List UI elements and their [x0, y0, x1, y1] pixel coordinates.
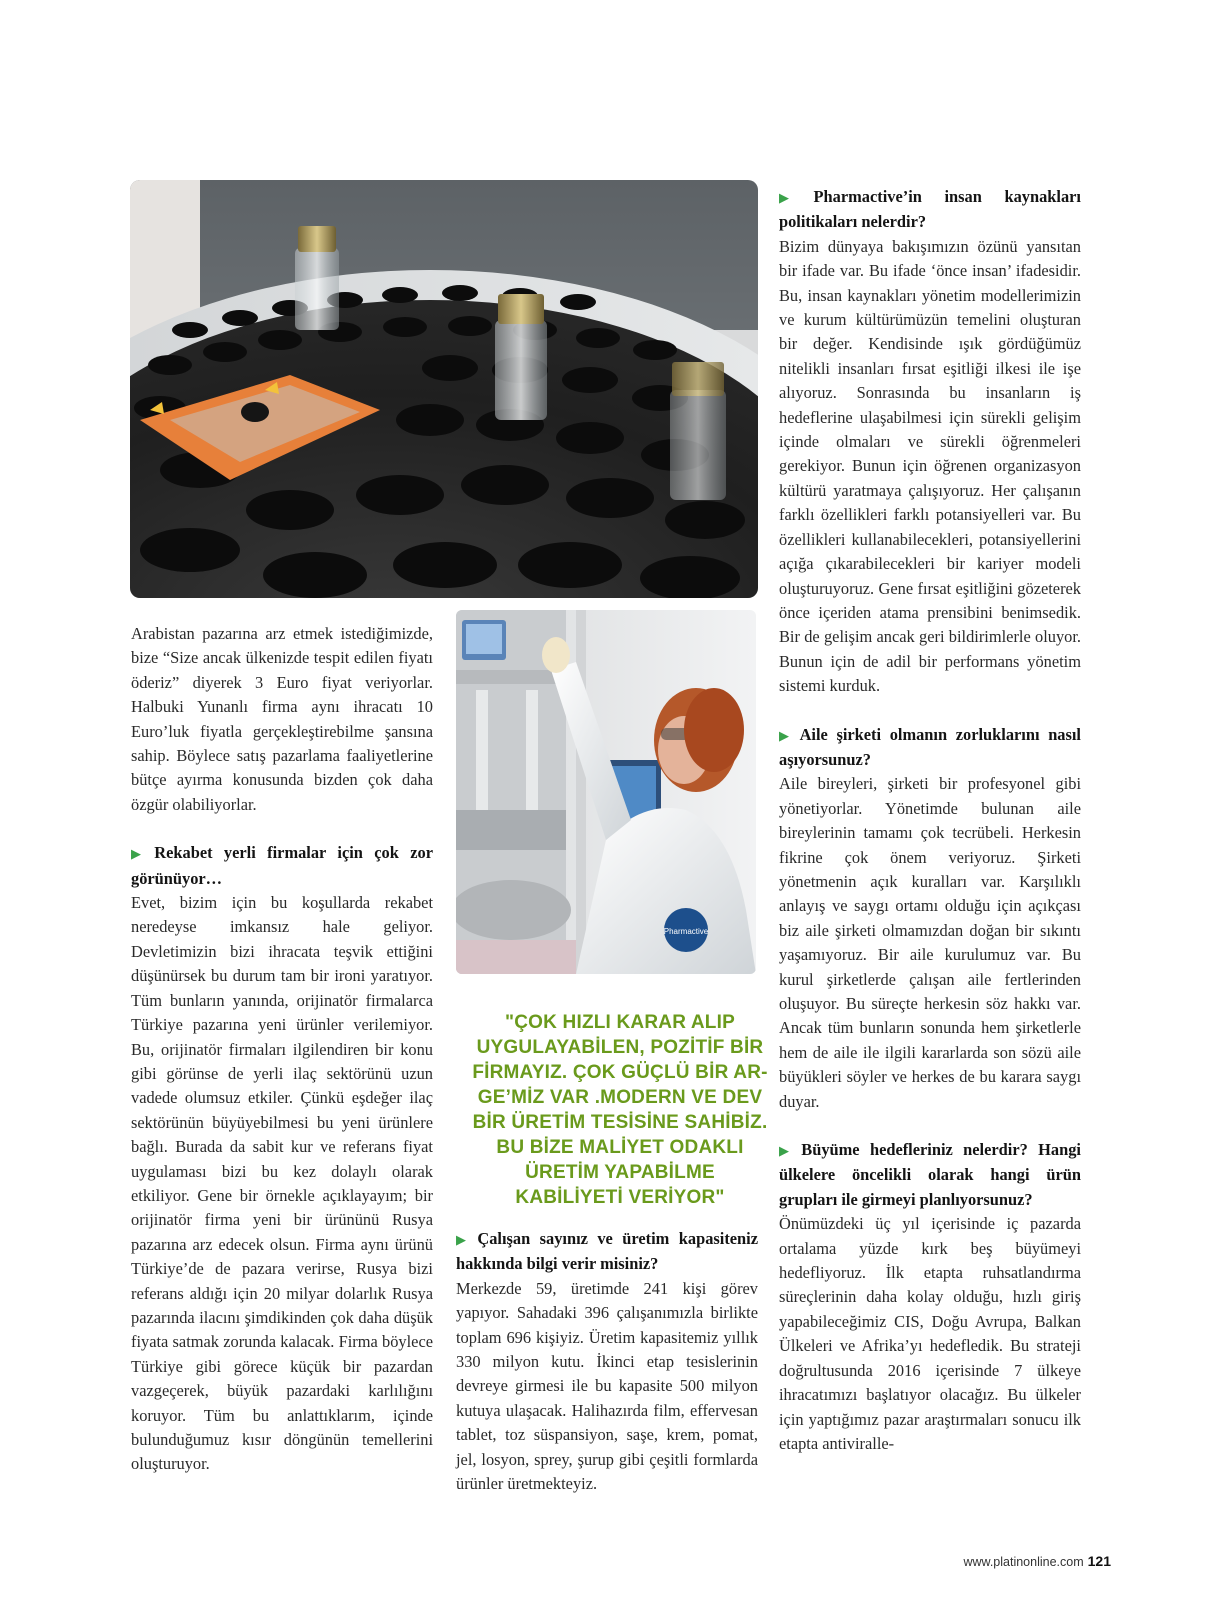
pull-quote: "ÇOK HIZLI KARAR ALIP UYGULAYABİLEN, POZİTİF BİR FİRMAYIZ. ÇOK GÜÇLÜ BİR AR-GE’MİZ VAR .MODERN VE DEV BİR ÜRETİM TESİSİNE SAHİBİZ. BU BİZE MALİYET ODAKLI ÜRETİM YAPABİLME KABİLİYETİ VERİYOR"	[472, 1012, 768, 1208]
question-competition-text: Rekabet yerli firmalar için çok zor görünüyor…	[131, 843, 433, 888]
arrow-icon: ▶	[779, 727, 794, 743]
question-growth-text: Büyüme hedefleriniz nelerdir? Hangi ülkelere öncelikli olarak hangi ürün grupları ile girmeyi planlıyorsunuz?	[779, 1140, 1081, 1209]
column-right	[779, 185, 1081, 1456]
page-footer	[963, 1553, 1111, 1569]
arrow-icon: ▶	[779, 1143, 796, 1159]
scientist-illustration	[456, 610, 756, 974]
answer-competition: Evet, bizim için bu koşullarda rekabet neredeyse imkansız hale geliyor. Devletimizin bizi ihracata teşvik ettiğini düşünürsek bu durum tam bir ironi yaratıyor. Tüm bunların yanında, orijinatör firmalarca Türkiye pazarına yeni ürünler verilemiyor. Bu, orijinatör firmaları ilgilendiren bir konu gibi görünse de yerli ilaç sektörünü uzun vadede olumsuz etkiler. Çünkü eşdeğer ilaç sektörünün büyüyebilmesi bu yeni ürünlere bağlı. Burada da sabit kur ve referans fiyat uygulaması bizi bu kez dolaylı olarak etkiliyor. Gene bir örnekle açıklayayım; bir orijinatör firma yeni bir ürününü Rusya pazarına arz edecek olsun. Firma aynı ürünü Türkiye’de de pazara verirse, Rusya bizi referans aldığı için 20 milyar dolarlık Rusya pazarında ilacını şimdikinden çok daha düşük fiyata satmak zorunda kalacak. Firma böylece Türkiye gibi görece küçük bir pazardan vazgeçerek, büyük pazardaki karlılığını koruyor. Tüm bu anlattıklarım, içinde bulunduğumuz kısır döngünün temellerini oluşturuyor.	[131, 893, 433, 1474]
question-employees	[456, 1227, 758, 1277]
intro-paragraph: Arabistan pazarına arz etmek istediğimizde, bize “Size ancak ülkenizde tespit edilen fiyatı öderiz” diyerek 3 Euro fiyat veriyorlar. Halbuki Yunanlı firma aynı ihracatı 10 Euro’luk fiyatla gerçekleştirebilme şansına sahip. Böylece satış pazarlama faaliyetlerine bütçe ayırma konusunda bizden çok daha özgür olabiliyorlar.	[131, 624, 433, 814]
arrow-icon: ▶	[131, 846, 149, 862]
question-family	[779, 723, 1081, 773]
column-left	[131, 622, 433, 1477]
coat-logo-text: Pharmactive	[663, 927, 709, 936]
scientist-photo	[456, 610, 756, 974]
arrow-icon: ▶	[779, 190, 808, 205]
page-number: 121	[1087, 1553, 1111, 1569]
answer-employees: Merkezde 59, üretimde 241 kişi görev yapıyor. Sahadaki 396 çalışanımızla birlikte toplam 696 kişiyiz. Üretim kapasitemiz yıllık 330 milyon kutu. İkinci etap tesislerinin devreye girmesi ile bu kapasite 500 milyon kutuya ulaşacak. Halihazırda film, effervesan tablet, toz süspansiyon, saşe, krem, pomat, jel, losyon, sprey, şurup gibi çeşitli formlarda ürünler üretmekteyiz.	[456, 1278, 758, 1494]
column-middle	[456, 1227, 758, 1496]
question-hr-text: Pharmactive’in insan kaynakları politikaları nelerdir?	[779, 187, 1081, 232]
question-growth	[779, 1138, 1081, 1212]
question-hr	[779, 185, 1081, 235]
question-family-text: Aile şirketi olmanın zorluklarını nasıl aşıyorsunuz?	[779, 724, 1081, 769]
question-competition	[131, 841, 433, 891]
footer-url: www.platinonline.com	[963, 1555, 1084, 1569]
answer-hr: Bizim dünyaya bakışımızın özünü yansıtan bir ifade var. Bu ifade ‘önce insan’ ifadesidir. Bu, insan kaynakları yönetim modellerimizin ve kurum kültürümüzün temelini oluşturan bir değer. Kendisinde ışık gördüğümüz nitelikli insanları fırsat eşitliği ilkesi ile işe alıyoruz. Sonrasında bu insanların iş hedeflerine ulaşabilmesi için sürekli gelişim içinde olmaları ve sürekli öğrenmeleri gerekiyor. Bunun için öğrenen organizasyon kültürü yaratmaya çalışıyoruz. Her çalışanın farklı özellikleri farklı potansiyelleri var. Bu özellikleri kullanabilecekleri, potansiyellerini açığa çıkarabilecekleri bir kariyer modeli oluşturuyoruz. Gene fırsat eşitliğini gözeterek önce içeriden atama prensibini benimsedik. Bir de gelişim ancak geri bildirimlerle oluyor. Bunun için de adil bir performans yönetim sistemi kurduk.	[779, 236, 1081, 696]
question-employees-text: Çalışan sayınız ve üretim kapasiteniz hakkında bilgi verir misiniz?	[456, 1229, 758, 1274]
answer-family: Aile bireyleri, şirketi bir profesyonel gibi yönetiyorlar. Yönetimde bulunan aile bireylerinin tamamı çok tecrübeli. Herkesin fikrine çok önem veriyoruz. Şirketi yönetmenin açık kuralları var. Karşılıklı anlayış ve saygı ortamı olduğu için açıkçası biz aile şirketi olmamızdan doğan bir sıkıntı yaşamıyoruz. Bir aile kurulumuz var. Bu kurul şirketlerde çalışan aile fertlerinden oluşuyor. Bu süreçte herkesin söz hakkı var. Ancak tüm bunların sonunda hem şirketlerle hem de aile ile ilgili kararlarda son sözü aile büyükleri söyler ve herkes de bu karara saygı duyar.	[779, 774, 1081, 1111]
lab-autosampler-photo	[130, 180, 758, 598]
arrow-icon: ▶	[456, 1232, 472, 1247]
autosampler-illustration	[130, 180, 758, 598]
answer-growth: Önümüzdeki üç yıl içerisinde iç pazarda ortalama yüzde kırk beş büyümeyi hedefliyoruz. İlk etapta ruhsatlandırma süreçlerinin daha kolay olduğu, hızlı giriş yapabileceğimiz CIS, Doğu Avrupa, Balkan Ülkeleri ve Afrika’yı hedefledik. Bu strateji doğrultusunda 2016 içerisinde 7 ülkeye ihracatımızı başlatıyor olacağız. Bu ülkeler için yaptığımız pazar araştırmaları sonucu ilk etapta antiviralle-	[779, 1214, 1081, 1453]
